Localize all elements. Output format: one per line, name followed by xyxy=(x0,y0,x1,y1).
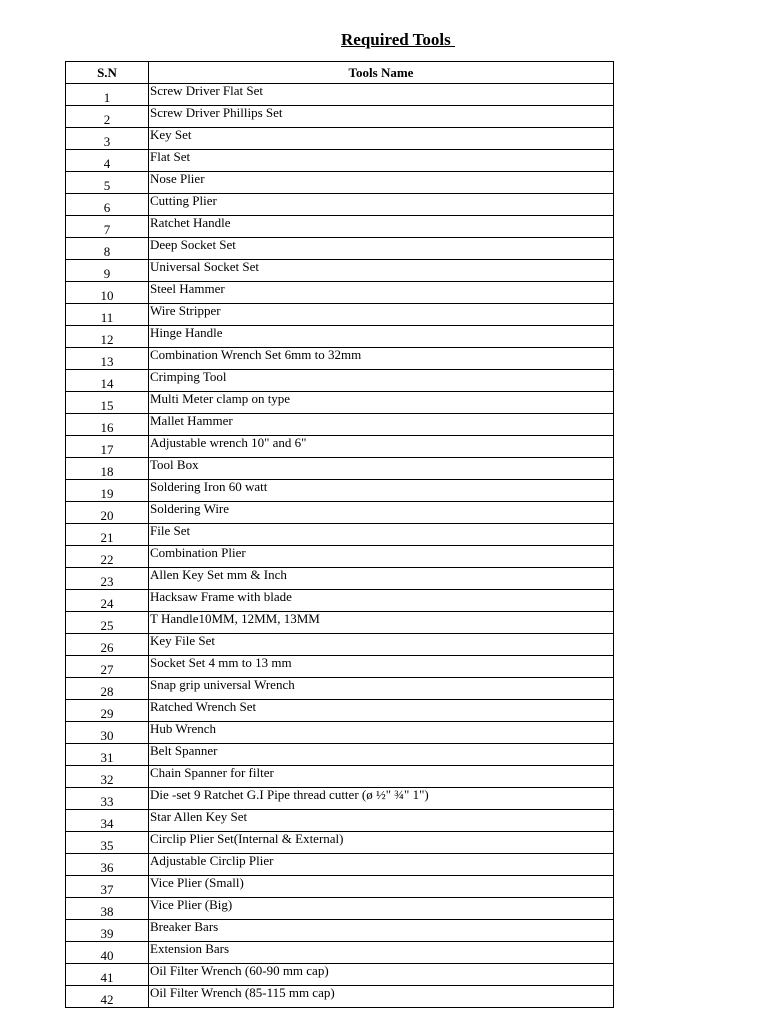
tool-name-cell: Vice Plier (Small) xyxy=(149,876,614,898)
table-row xyxy=(66,106,614,128)
table-row xyxy=(66,546,614,568)
serial-number-cell: 13 xyxy=(66,348,149,370)
table-row xyxy=(66,876,614,898)
tool-name-cell: T Handle10MM, 12MM, 13MM xyxy=(149,612,614,634)
table-row xyxy=(66,788,614,810)
tool-name-cell: Breaker Bars xyxy=(149,920,614,942)
table-row xyxy=(66,216,614,238)
column-header-tools-name: Tools Name xyxy=(149,62,614,84)
tool-name-cell: Nose Plier xyxy=(149,172,614,194)
tool-name-cell: Wire Stripper xyxy=(149,304,614,326)
tool-name-cell: Ratchet Handle xyxy=(149,216,614,238)
tool-name-cell: Die -set 9 Ratchet G.I Pipe thread cutter (ø ½" ¾" 1") xyxy=(149,788,614,810)
tool-name-cell: Circlip Plier Set(Internal & External) xyxy=(149,832,614,854)
serial-number-cell: 38 xyxy=(66,898,149,920)
tool-name-cell: Steel Hammer xyxy=(149,282,614,304)
table-row xyxy=(66,524,614,546)
table-row xyxy=(66,128,614,150)
tool-name-cell: Hinge Handle xyxy=(149,326,614,348)
tool-name-cell: Socket Set 4 mm to 13 mm xyxy=(149,656,614,678)
table-row xyxy=(66,722,614,744)
table-row xyxy=(66,194,614,216)
serial-number-cell: 16 xyxy=(66,414,149,436)
serial-number-cell: 41 xyxy=(66,964,149,986)
serial-number-cell: 24 xyxy=(66,590,149,612)
serial-number-cell: 17 xyxy=(66,436,149,458)
table-row xyxy=(66,348,614,370)
table-row xyxy=(66,612,614,634)
serial-number-cell: 27 xyxy=(66,656,149,678)
tool-name-cell: Mallet Hammer xyxy=(149,414,614,436)
serial-number-cell: 20 xyxy=(66,502,149,524)
table-row xyxy=(66,678,614,700)
serial-number-cell: 39 xyxy=(66,920,149,942)
serial-number-cell: 23 xyxy=(66,568,149,590)
serial-number-cell: 25 xyxy=(66,612,149,634)
table-row xyxy=(66,172,614,194)
tool-name-cell: Belt Spanner xyxy=(149,744,614,766)
serial-number-cell: 3 xyxy=(66,128,149,150)
tool-name-cell: Hub Wrench xyxy=(149,722,614,744)
serial-number-cell: 40 xyxy=(66,942,149,964)
serial-number-cell: 6 xyxy=(66,194,149,216)
table-row xyxy=(66,502,614,524)
table-header-row xyxy=(66,62,614,84)
tool-name-cell: Star Allen Key Set xyxy=(149,810,614,832)
tool-name-cell: Adjustable wrench 10" and 6" xyxy=(149,436,614,458)
tools-table xyxy=(65,61,614,1008)
tool-name-cell: Key Set xyxy=(149,128,614,150)
tool-name-cell: Hacksaw Frame with blade xyxy=(149,590,614,612)
serial-number-cell: 15 xyxy=(66,392,149,414)
serial-number-cell: 21 xyxy=(66,524,149,546)
tool-name-cell: Combination Plier xyxy=(149,546,614,568)
serial-number-cell: 29 xyxy=(66,700,149,722)
tool-name-cell: Extension Bars xyxy=(149,942,614,964)
table-row xyxy=(66,700,614,722)
serial-number-cell: 4 xyxy=(66,150,149,172)
table-row xyxy=(66,590,614,612)
serial-number-cell: 28 xyxy=(66,678,149,700)
serial-number-cell: 14 xyxy=(66,370,149,392)
table-row xyxy=(66,392,614,414)
tool-name-cell: Universal Socket Set xyxy=(149,260,614,282)
table-row xyxy=(66,920,614,942)
table-row xyxy=(66,282,614,304)
serial-number-cell: 42 xyxy=(66,986,149,1008)
tool-name-cell: Vice Plier (Big) xyxy=(149,898,614,920)
table-row xyxy=(66,436,614,458)
tool-name-cell: Soldering Wire xyxy=(149,502,614,524)
table-row xyxy=(66,260,614,282)
serial-number-cell: 36 xyxy=(66,854,149,876)
tool-name-cell: Allen Key Set mm & Inch xyxy=(149,568,614,590)
tool-name-cell: Tool Box xyxy=(149,458,614,480)
table-row xyxy=(66,986,614,1008)
serial-number-cell: 12 xyxy=(66,326,149,348)
serial-number-cell: 30 xyxy=(66,722,149,744)
serial-number-cell: 18 xyxy=(66,458,149,480)
serial-number-cell: 5 xyxy=(66,172,149,194)
tool-name-cell: Flat Set xyxy=(149,150,614,172)
serial-number-cell: 31 xyxy=(66,744,149,766)
tool-name-cell: Snap grip universal Wrench xyxy=(149,678,614,700)
serial-number-cell: 1 xyxy=(66,84,149,106)
serial-number-cell: 9 xyxy=(66,260,149,282)
serial-number-cell: 35 xyxy=(66,832,149,854)
table-row xyxy=(66,304,614,326)
serial-number-cell: 10 xyxy=(66,282,149,304)
tool-name-cell: Screw Driver Phillips Set xyxy=(149,106,614,128)
table-row xyxy=(66,568,614,590)
table-row xyxy=(66,964,614,986)
serial-number-cell: 19 xyxy=(66,480,149,502)
serial-number-cell: 22 xyxy=(66,546,149,568)
serial-number-cell: 2 xyxy=(66,106,149,128)
table-row xyxy=(66,370,614,392)
tool-name-cell: Ratched Wrench Set xyxy=(149,700,614,722)
tool-name-cell: Adjustable Circlip Plier xyxy=(149,854,614,876)
serial-number-cell: 26 xyxy=(66,634,149,656)
tool-name-cell: Combination Wrench Set 6mm to 32mm xyxy=(149,348,614,370)
table-row xyxy=(66,480,614,502)
tool-name-cell: Screw Driver Flat Set xyxy=(149,84,614,106)
table-row xyxy=(66,414,614,436)
table-row xyxy=(66,84,614,106)
table-row xyxy=(66,942,614,964)
table-row xyxy=(66,854,614,876)
table-body xyxy=(66,84,614,1008)
tool-name-cell: Cutting Plier xyxy=(149,194,614,216)
tool-name-cell: Multi Meter clamp on type xyxy=(149,392,614,414)
tool-name-cell: Key File Set xyxy=(149,634,614,656)
table-row xyxy=(66,238,614,260)
serial-number-cell: 37 xyxy=(66,876,149,898)
table-row xyxy=(66,766,614,788)
serial-number-cell: 33 xyxy=(66,788,149,810)
table-row xyxy=(66,634,614,656)
table-row xyxy=(66,832,614,854)
table-header xyxy=(66,62,614,84)
table-row xyxy=(66,744,614,766)
tool-name-cell: Deep Socket Set xyxy=(149,238,614,260)
table-row xyxy=(66,898,614,920)
tool-name-cell: File Set xyxy=(149,524,614,546)
serial-number-cell: 32 xyxy=(66,766,149,788)
tool-name-cell: Soldering Iron 60 watt xyxy=(149,480,614,502)
tool-name-cell: Chain Spanner for filter xyxy=(149,766,614,788)
page-title: Required Tools xyxy=(341,30,456,49)
serial-number-cell: 8 xyxy=(66,238,149,260)
table-row xyxy=(66,326,614,348)
table-row xyxy=(66,458,614,480)
table-row xyxy=(66,150,614,172)
tool-name-cell: Oil Filter Wrench (85-115 mm cap) xyxy=(149,986,614,1008)
tool-name-cell: Crimping Tool xyxy=(149,370,614,392)
serial-number-cell: 34 xyxy=(66,810,149,832)
serial-number-cell: 7 xyxy=(66,216,149,238)
tool-name-cell: Oil Filter Wrench (60-90 mm cap) xyxy=(149,964,614,986)
column-header-sn: S.N xyxy=(66,62,149,84)
table-row xyxy=(66,656,614,678)
serial-number-cell: 11 xyxy=(66,304,149,326)
table-row xyxy=(66,810,614,832)
